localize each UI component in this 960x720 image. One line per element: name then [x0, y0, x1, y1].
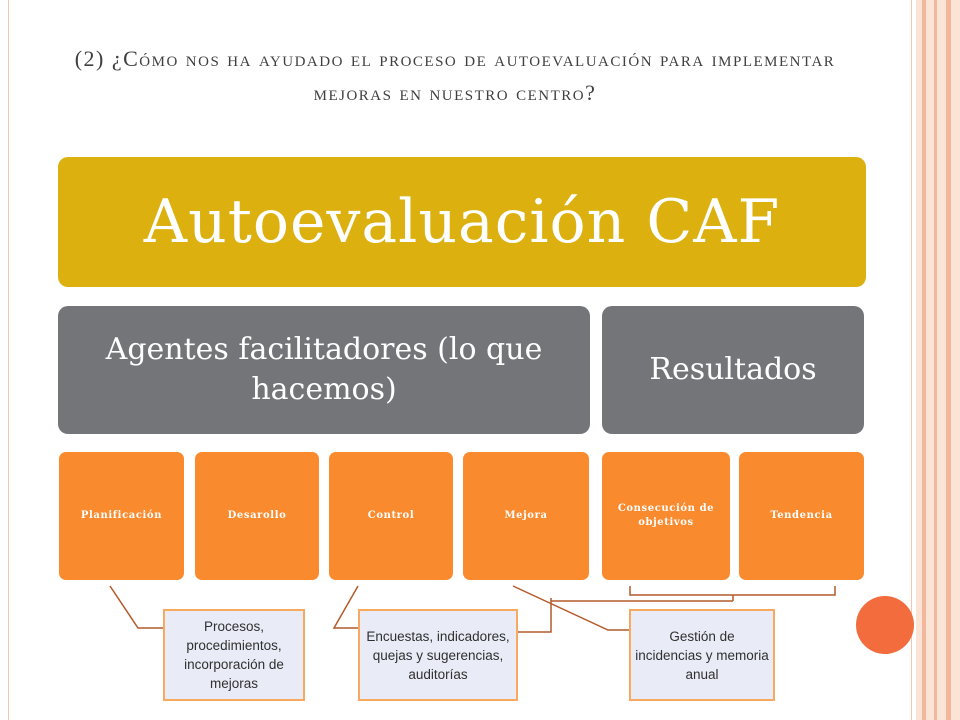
planning-note: Procesos, procedimientos, incorporación de mejoras [163, 609, 305, 701]
planning-connector [110, 586, 163, 628]
tendencia-box: Tendencia [739, 452, 864, 580]
results-bracket [630, 586, 835, 601]
results-note: Gestión de incidencias y memoria anual [629, 609, 775, 701]
desarollo-box: Desarollo [195, 452, 319, 580]
planificacion-box: Planificación [59, 452, 184, 580]
slide-title: (2) ¿Cómo nos ha ayudado el proceso de autoevaluación para implementar mejoras en nuestro centro? [74, 46, 836, 105]
facilitators-box: Agentes facilitadores (lo que hacemos) [58, 306, 590, 434]
control-box: Control [329, 452, 453, 580]
mejora-connector [513, 586, 629, 630]
consecucion-box: Consecución de objetivos [602, 452, 730, 580]
results-box: Resultados [602, 306, 864, 434]
control-connector [334, 586, 358, 628]
control-note: Encuestas, indicadores, quejas y sugerencias, auditorías [358, 609, 518, 701]
caf-box: Autoevaluación CAF [58, 157, 866, 287]
results-to-control-connector [518, 598, 551, 632]
mejora-box: Mejora [463, 452, 589, 580]
